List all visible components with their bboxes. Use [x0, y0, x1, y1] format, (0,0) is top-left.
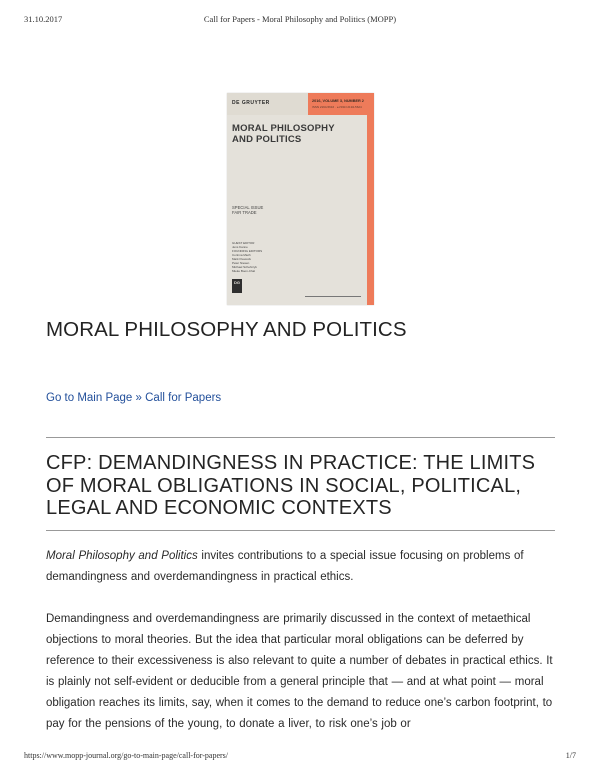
- breadcrumb-home-link[interactable]: Go to Main Page: [46, 392, 133, 404]
- cover-special-label: SPECIAL ISSUE: [232, 205, 264, 210]
- breadcrumb-separator: »: [135, 392, 142, 404]
- divider-top: [46, 437, 555, 438]
- cover-guest-editor-label: GUEST EDITOR: [232, 241, 255, 245]
- cover-editor: Mark Peacock: [232, 257, 252, 261]
- cover-editors-label: FOUNDING EDITORS: [232, 249, 263, 253]
- body-paragraph: Demandingness and overdemandingness are primarily discussed in the context of metaethical objections to moral theories. But the idea that particular moral obligations can be deferred by reference to their excessiveness is also relevant to quite a number of debates in practical ethics. It is plainly not self-evident or deducible from a general principle that — and at what point — moral obligation reaches its limits, say, when it comes to the demand to reduce one’s carbon footprint, to pay for the pensions of the young, to donate a liver, to risk one’s job or: [46, 613, 553, 730]
- cover-special-topic: FAIR TRADE: [232, 210, 257, 215]
- print-url: https://www.mopp-journal.org/go-to-main-page/call-for-papers/: [24, 751, 229, 760]
- cfp-title: CFP: DEMANDINGNESS IN PRACTICE: THE LIMITS OF MORAL OBLIGATIONS IN SOCIAL, POLITICAL, LEGAL AND ECONOMIC CONTEXTS: [46, 452, 536, 519]
- print-header: [0, 14, 600, 26]
- publisher-logo: DG: [232, 279, 242, 293]
- journal-title: MORAL PHILOSOPHY AND POLITICS: [46, 318, 407, 341]
- cover-editors: [232, 241, 342, 273]
- cover-editor: Corinna Mieth: [232, 253, 251, 257]
- breadcrumb-current-link[interactable]: Call for Papers: [145, 392, 222, 404]
- cover-issn: ISSN 2194-5616 · e-ISSN 2194-5624: [312, 105, 362, 109]
- cover-editor: Michael Schefczyk: [232, 265, 257, 269]
- breadcrumb: [46, 392, 221, 404]
- cover-footer-line: [305, 296, 361, 297]
- print-page-title: Call for Papers - Moral Philosophy and Politics (MOPP): [203, 14, 397, 24]
- journal-name-italic: Moral Philosophy and Politics: [46, 550, 198, 562]
- cover-publisher: DE GRUYTER: [232, 100, 270, 106]
- journal-cover-image: [227, 93, 374, 305]
- cover-title: MORAL PHILOSOPHY AND POLITICS: [232, 123, 335, 145]
- print-page-number: 1/7: [565, 751, 576, 760]
- print-date: 31.10.2017: [24, 14, 63, 24]
- cover-editor: Peter Niesen: [232, 261, 250, 265]
- intro-paragraph: [46, 546, 560, 588]
- print-footer: [0, 751, 600, 763]
- divider-bottom: [46, 530, 555, 531]
- intro-text: invites contributions to a special issue focusing on problems of demandingness and overdemandingness in practical ethics.: [46, 550, 524, 583]
- cover-volume: 2016, VOLUME 3, NUMBER 2: [312, 99, 364, 103]
- cover-editor: Mieke Boon-Chal: [232, 269, 256, 273]
- cover-guest-editor: Jens Kanne: [232, 245, 248, 249]
- cover-special-issue: [232, 205, 312, 215]
